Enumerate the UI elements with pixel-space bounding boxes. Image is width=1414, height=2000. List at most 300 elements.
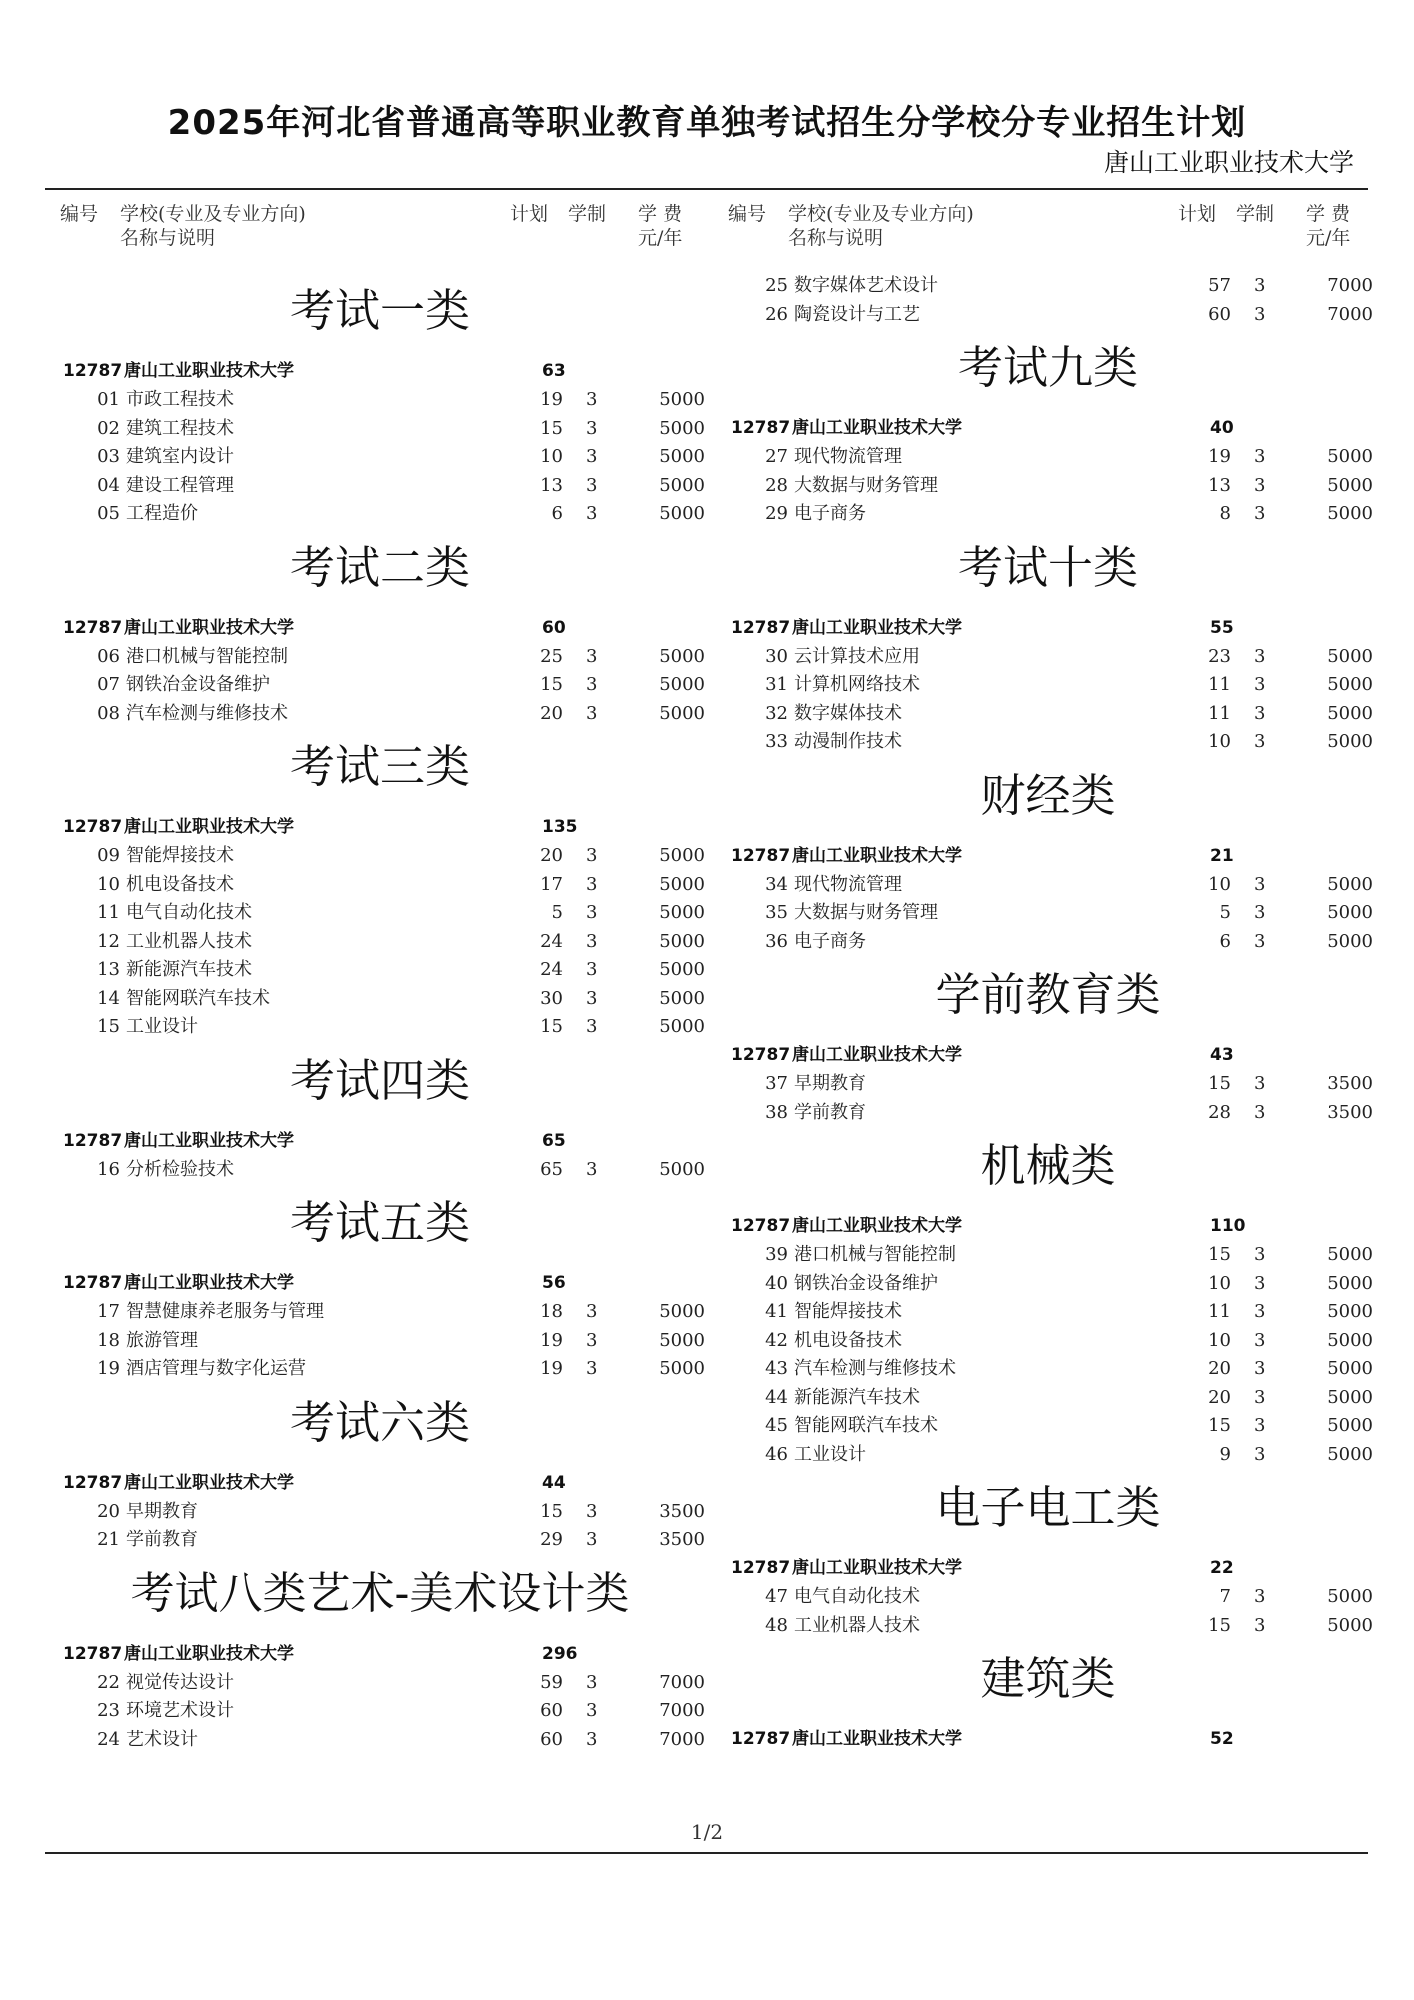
major-number: 32: [765, 702, 788, 724]
major-fee: 5000: [659, 873, 705, 895]
category-heading: 考试十类: [957, 540, 1138, 594]
category-heading: 考试四类: [289, 1053, 470, 1107]
header-duration: 学制: [1236, 203, 1275, 225]
major-name: 智能焊接技术: [794, 1301, 902, 1322]
major-duration: 3: [586, 873, 598, 895]
major-number: 15: [97, 1016, 120, 1037]
school-row: [728, 413, 1368, 443]
major-row: [728, 1099, 1373, 1128]
major-name: 智能网联汽车技术: [126, 987, 270, 1009]
major-row: [728, 1355, 1373, 1384]
major-duration: 3: [1254, 1443, 1266, 1465]
major-name: 建筑室内设计: [126, 446, 234, 467]
major-name: 市政工程技术: [126, 389, 234, 410]
major-fee: 5000: [659, 902, 705, 923]
major-name: 工业设计: [794, 1443, 866, 1465]
major-number: 10: [97, 873, 120, 895]
major-number: 48: [765, 1614, 788, 1636]
page-number: 1/2: [690, 1820, 724, 1844]
major-row: [728, 728, 1373, 757]
school-name: 唐山工业职业技术大学: [124, 361, 294, 381]
major-plan: 10: [1208, 1329, 1231, 1351]
major-duration: 3: [1254, 1244, 1266, 1265]
major-name: 电子商务: [794, 503, 866, 524]
school-code: 12787: [63, 1472, 123, 1493]
major-fee: 5000: [659, 474, 705, 496]
major-number: 24: [97, 1728, 120, 1750]
major-name: 新能源汽车技术: [126, 959, 252, 980]
major-name: 电子商务: [794, 930, 866, 952]
right-body: [728, 329, 1373, 1754]
major-number: 04: [97, 474, 120, 496]
major-fee: 5000: [659, 702, 705, 724]
major-fee: 5000: [659, 1358, 705, 1379]
major-name: 视觉传达设计: [126, 1671, 234, 1693]
major-name: 学前教育: [126, 1529, 198, 1550]
major-row: [728, 1070, 1373, 1099]
category-heading: 考试五类: [289, 1196, 470, 1249]
major-number: 36: [765, 930, 788, 952]
school-row: [728, 613, 1368, 643]
major-plan: 13: [540, 474, 563, 496]
major-plan: 57: [1208, 275, 1231, 296]
column-header: [60, 202, 700, 272]
major-name: 建设工程管理: [126, 474, 234, 496]
school-row: [728, 1040, 1368, 1070]
school-code: 12787: [731, 845, 791, 866]
school-name: 唐山工业职业技术大学: [792, 617, 962, 638]
major-row: [60, 1013, 705, 1042]
school-name: 唐山工业职业技术大学: [792, 845, 962, 866]
school-name: 唐山工业职业技术大学: [124, 1130, 294, 1151]
header-fee-unit: 元/年: [1306, 227, 1351, 249]
major-name: 电气自动化技术: [794, 1586, 920, 1607]
major-row: [60, 871, 705, 900]
major-row: [60, 1355, 705, 1384]
major-duration: 3: [586, 1500, 598, 1522]
major-row: [60, 500, 705, 529]
header-code: 编号: [728, 203, 767, 225]
major-name: 早期教育: [126, 1500, 198, 1522]
major-name: 大数据与财务管理: [794, 474, 938, 496]
major-plan: 24: [540, 930, 563, 952]
major-plan: 18: [540, 1301, 563, 1322]
school-code: 12787: [63, 1130, 123, 1151]
major-duration: 3: [586, 845, 598, 866]
major-fee: 5000: [659, 845, 705, 866]
major-duration: 3: [1254, 275, 1266, 296]
major-plan: 11: [1208, 702, 1231, 724]
major-duration: 3: [586, 1358, 598, 1379]
major-name: 工业设计: [126, 1016, 198, 1037]
major-fee: 5000: [1327, 1244, 1373, 1265]
major-number: 13: [97, 959, 120, 980]
major-number: 35: [765, 902, 788, 923]
major-row: [728, 443, 1373, 472]
major-name: 旅游管理: [126, 1329, 198, 1351]
major-plan: 30: [540, 987, 563, 1009]
major-duration: 3: [586, 1016, 598, 1037]
major-row: [60, 985, 705, 1014]
major-duration: 3: [586, 417, 598, 439]
major-plan: 6: [551, 503, 563, 524]
school-row: [728, 1553, 1368, 1583]
major-duration: 3: [586, 1529, 598, 1550]
major-fee: 3500: [659, 1500, 705, 1522]
header-duration: 学制: [568, 203, 607, 225]
major-fee: 3500: [1327, 1101, 1373, 1123]
right-column: [728, 202, 1373, 1802]
school-total-plan: 55: [1210, 617, 1234, 638]
major-row: [60, 1726, 705, 1755]
major-name: 计算机网络技术: [794, 674, 920, 695]
major-duration: 3: [1254, 674, 1266, 695]
left-body: [60, 272, 705, 1754]
major-fee: 7000: [659, 1671, 705, 1693]
category-heading: 考试二类: [289, 540, 470, 594]
category-heading: 机械类: [980, 1139, 1116, 1192]
major-row: [728, 1298, 1373, 1327]
header-fee: 学 费: [1306, 203, 1351, 225]
major-duration: 3: [586, 959, 598, 980]
major-row: [728, 301, 1373, 330]
major-duration: 3: [1254, 1586, 1266, 1607]
major-row: [728, 1241, 1373, 1270]
major-plan: 15: [540, 1016, 563, 1037]
school-name: 唐山工业职业技术大学: [124, 1472, 294, 1493]
major-number: 30: [765, 645, 788, 667]
major-duration: 3: [1254, 902, 1266, 923]
major-fee: 5000: [1327, 902, 1373, 923]
major-fee: 5000: [1327, 930, 1373, 952]
school-code: 12787: [731, 418, 791, 438]
major-fee: 5000: [1327, 1443, 1373, 1465]
major-name: 智能网联汽车技术: [794, 1415, 938, 1436]
major-row: [60, 386, 705, 415]
major-name: 工业机器人技术: [126, 930, 252, 952]
major-row: [60, 1156, 705, 1185]
major-plan: 60: [540, 1700, 563, 1721]
school-total-plan: 22: [1210, 1558, 1234, 1578]
major-plan: 20: [540, 845, 563, 866]
school-total-plan: 52: [1210, 1729, 1234, 1749]
major-name: 新能源汽车技术: [794, 1386, 920, 1408]
school-name: 唐山工业职业技术大学: [792, 418, 962, 438]
major-plan: 13: [1208, 474, 1231, 496]
major-plan: 8: [1219, 503, 1231, 524]
major-duration: 3: [1254, 930, 1266, 952]
major-duration: 3: [1254, 446, 1266, 467]
school-row: [60, 1639, 700, 1669]
major-duration: 3: [1254, 702, 1266, 724]
school-row: [728, 841, 1368, 871]
school-total-plan: 63: [542, 361, 566, 381]
school-row: [60, 356, 700, 386]
major-duration: 3: [1254, 503, 1266, 524]
major-row: [728, 1412, 1373, 1441]
major-fee: 3500: [659, 1529, 705, 1550]
major-duration: 3: [1254, 474, 1266, 496]
major-number: 34: [765, 873, 788, 895]
major-number: 46: [765, 1443, 788, 1465]
school-row: [728, 1211, 1368, 1241]
major-row: [728, 671, 1373, 700]
major-plan: 10: [1208, 1272, 1231, 1294]
major-number: 19: [97, 1358, 120, 1379]
major-number: 28: [765, 474, 788, 496]
category-heading: 考试九类: [957, 341, 1138, 394]
major-duration: 3: [1254, 873, 1266, 895]
school-total-plan: 65: [542, 1130, 566, 1151]
major-row: [60, 643, 705, 672]
school-code: 12787: [731, 1045, 791, 1065]
major-fee: 5000: [659, 1158, 705, 1180]
major-number: 14: [97, 987, 120, 1009]
school-total-plan: 43: [1210, 1045, 1234, 1065]
major-row: [728, 871, 1373, 900]
major-number: 25: [765, 275, 788, 296]
major-fee: 5000: [659, 446, 705, 467]
major-number: 23: [97, 1700, 120, 1721]
major-number: 27: [765, 446, 788, 467]
major-plan: 5: [1219, 902, 1231, 923]
school-total-plan: 44: [542, 1472, 566, 1493]
major-duration: 3: [586, 446, 598, 467]
header-school: 学校(专业及专业方向): [120, 203, 306, 225]
category-heading: 考试三类: [289, 740, 470, 793]
header-fee-unit: 元/年: [638, 227, 683, 249]
major-number: 03: [97, 446, 120, 467]
header-school: 学校(专业及专业方向): [788, 203, 974, 225]
major-number: 09: [97, 845, 120, 866]
category-heading: 学前教育类: [935, 968, 1161, 1021]
major-plan: 60: [540, 1728, 563, 1750]
major-row: [728, 500, 1373, 529]
major-plan: 15: [540, 417, 563, 439]
major-number: 02: [97, 417, 120, 439]
major-duration: 3: [1254, 1386, 1266, 1408]
major-duration: 3: [586, 1700, 598, 1721]
major-fee: 5000: [659, 987, 705, 1009]
category-heading: 建筑类: [980, 1652, 1116, 1705]
category-heading: 考试一类: [289, 284, 470, 337]
major-row: [728, 272, 1373, 301]
major-name: 酒店管理与数字化运营: [126, 1358, 306, 1379]
major-number: 31: [765, 674, 788, 695]
major-number: 22: [97, 1671, 120, 1693]
school-code: 12787: [63, 617, 123, 638]
major-number: 11: [97, 902, 120, 923]
major-row: [60, 472, 705, 501]
school-row: [60, 812, 700, 842]
major-number: 42: [765, 1329, 788, 1351]
school-name-header: 唐山工业职业技术大学: [1103, 148, 1354, 177]
major-name: 钢铁冶金设备维护: [126, 674, 270, 695]
major-row: [60, 1669, 705, 1698]
major-duration: 3: [1254, 1301, 1266, 1322]
major-fee: 7000: [659, 1728, 705, 1750]
major-fee: 5000: [659, 645, 705, 667]
major-duration: 3: [586, 1671, 598, 1693]
major-fee: 5000: [659, 1301, 705, 1322]
major-row: [60, 700, 705, 729]
major-plan: 19: [540, 389, 563, 410]
header-plan: 计划: [510, 203, 549, 225]
major-duration: 3: [586, 503, 598, 524]
footer-rule: [45, 1852, 1368, 1854]
major-fee: 5000: [1327, 1614, 1373, 1636]
major-number: 05: [97, 503, 120, 524]
school-total-plan: 60: [542, 617, 566, 638]
major-fee: 5000: [659, 503, 705, 524]
major-name: 云计算技术应用: [794, 645, 920, 667]
major-row: [60, 1697, 705, 1726]
major-plan: 20: [540, 702, 563, 724]
school-total-plan: 40: [1210, 418, 1234, 438]
major-plan: 25: [540, 645, 563, 667]
major-name: 学前教育: [794, 1101, 866, 1123]
major-row: [728, 1270, 1373, 1299]
major-fee: 5000: [1327, 1586, 1373, 1607]
school-code: 12787: [63, 361, 123, 381]
school-code: 12787: [63, 1643, 123, 1664]
major-duration: 3: [1254, 1073, 1266, 1094]
major-fee: 5000: [659, 959, 705, 980]
major-name: 工程造价: [126, 503, 198, 524]
major-row: [60, 1526, 705, 1555]
major-fee: 5000: [659, 389, 705, 410]
major-number: 45: [765, 1415, 788, 1436]
major-plan: 15: [540, 1500, 563, 1522]
major-name: 数字媒体艺术设计: [794, 275, 938, 296]
major-row: [728, 700, 1373, 729]
school-code: 12787: [63, 817, 123, 837]
category-heading: 财经类: [980, 768, 1116, 822]
major-duration: 3: [1254, 1272, 1266, 1294]
major-duration: 3: [1254, 731, 1266, 752]
major-row: [60, 443, 705, 472]
major-row: [728, 899, 1373, 928]
major-plan: 6: [1219, 930, 1231, 952]
category-heading: 考试六类: [289, 1395, 470, 1449]
major-fee: 5000: [1327, 1272, 1373, 1294]
major-row: [728, 1583, 1373, 1612]
column-header: [728, 202, 1368, 272]
major-row: [60, 1498, 705, 1527]
major-duration: 3: [586, 702, 598, 724]
major-plan: 24: [540, 959, 563, 980]
major-number: 07: [97, 674, 120, 695]
major-row: [60, 415, 705, 444]
major-plan: 60: [1208, 303, 1231, 325]
school-total-plan: 56: [542, 1273, 566, 1293]
major-row: [60, 1298, 705, 1327]
major-plan: 15: [1208, 1244, 1231, 1265]
right-continued-body: [728, 272, 1373, 329]
major-name: 大数据与财务管理: [794, 902, 938, 923]
major-duration: 3: [586, 645, 598, 667]
major-row: [60, 956, 705, 985]
major-fee: 3500: [1327, 1073, 1373, 1094]
major-plan: 29: [540, 1529, 563, 1550]
major-duration: 3: [1254, 303, 1266, 325]
school-total-plan: 21: [1210, 845, 1234, 866]
school-total-plan: 135: [542, 817, 578, 837]
major-number: 29: [765, 503, 788, 524]
left-column: [60, 202, 705, 1802]
header-rule: [45, 188, 1368, 190]
major-plan: 10: [540, 446, 563, 467]
major-fee: 5000: [659, 417, 705, 439]
major-plan: 20: [1208, 1358, 1231, 1379]
school-code: 12787: [63, 1273, 123, 1293]
major-number: 16: [97, 1158, 120, 1180]
major-row: [60, 899, 705, 928]
major-name: 港口机械与智能控制: [794, 1244, 956, 1265]
major-fee: 5000: [1327, 1386, 1373, 1408]
major-name: 汽车检测与维修技术: [794, 1358, 956, 1379]
major-row: [728, 1612, 1373, 1641]
header-fee: 学 费: [638, 203, 683, 225]
major-duration: 3: [1254, 1415, 1266, 1436]
major-fee: 7000: [1327, 275, 1373, 296]
school-row: [728, 1724, 1368, 1754]
major-plan: 10: [1208, 731, 1231, 752]
major-name: 电气自动化技术: [126, 902, 252, 923]
page-title: 2025年河北省普通高等职业教育单独考试招生分学校分专业招生计划: [167, 103, 1247, 143]
school-row: [60, 1268, 700, 1298]
major-number: 18: [97, 1329, 120, 1351]
header-plan: 计划: [1178, 203, 1217, 225]
school-total-plan: 296: [542, 1643, 578, 1664]
major-fee: 5000: [1327, 474, 1373, 496]
major-plan: 7: [1219, 1586, 1231, 1607]
major-fee: 5000: [659, 930, 705, 952]
major-name: 陶瓷设计与工艺: [794, 303, 920, 325]
major-number: 40: [765, 1272, 788, 1294]
major-name: 早期教育: [794, 1073, 866, 1094]
major-fee: 5000: [659, 674, 705, 695]
major-number: 38: [765, 1101, 788, 1123]
major-plan: 17: [540, 873, 563, 895]
major-row: [728, 1441, 1373, 1470]
major-plan: 15: [540, 674, 563, 695]
major-name: 现代物流管理: [794, 446, 902, 467]
major-row: [728, 643, 1373, 672]
major-fee: 5000: [659, 1329, 705, 1351]
school-name: 唐山工业职业技术大学: [124, 1643, 294, 1664]
school-name: 唐山工业职业技术大学: [792, 1216, 962, 1236]
major-name: 机电设备技术: [126, 873, 234, 895]
major-plan: 23: [1208, 645, 1231, 667]
major-name: 汽车检测与维修技术: [126, 702, 288, 724]
major-fee: 5000: [1327, 873, 1373, 895]
major-fee: 5000: [1327, 446, 1373, 467]
school-name: 唐山工业职业技术大学: [792, 1729, 962, 1749]
major-plan: 15: [1208, 1073, 1231, 1094]
major-plan: 10: [1208, 873, 1231, 895]
major-number: 39: [765, 1244, 788, 1265]
major-fee: 7000: [659, 1700, 705, 1721]
major-name: 港口机械与智能控制: [126, 645, 288, 667]
school-code: 12787: [731, 1729, 791, 1749]
major-fee: 5000: [1327, 1358, 1373, 1379]
major-fee: 5000: [1327, 1329, 1373, 1351]
major-plan: 28: [1208, 1101, 1231, 1123]
major-plan: 19: [540, 1358, 563, 1379]
category-heading: 电子电工类: [935, 1481, 1161, 1534]
major-number: 37: [765, 1073, 788, 1094]
